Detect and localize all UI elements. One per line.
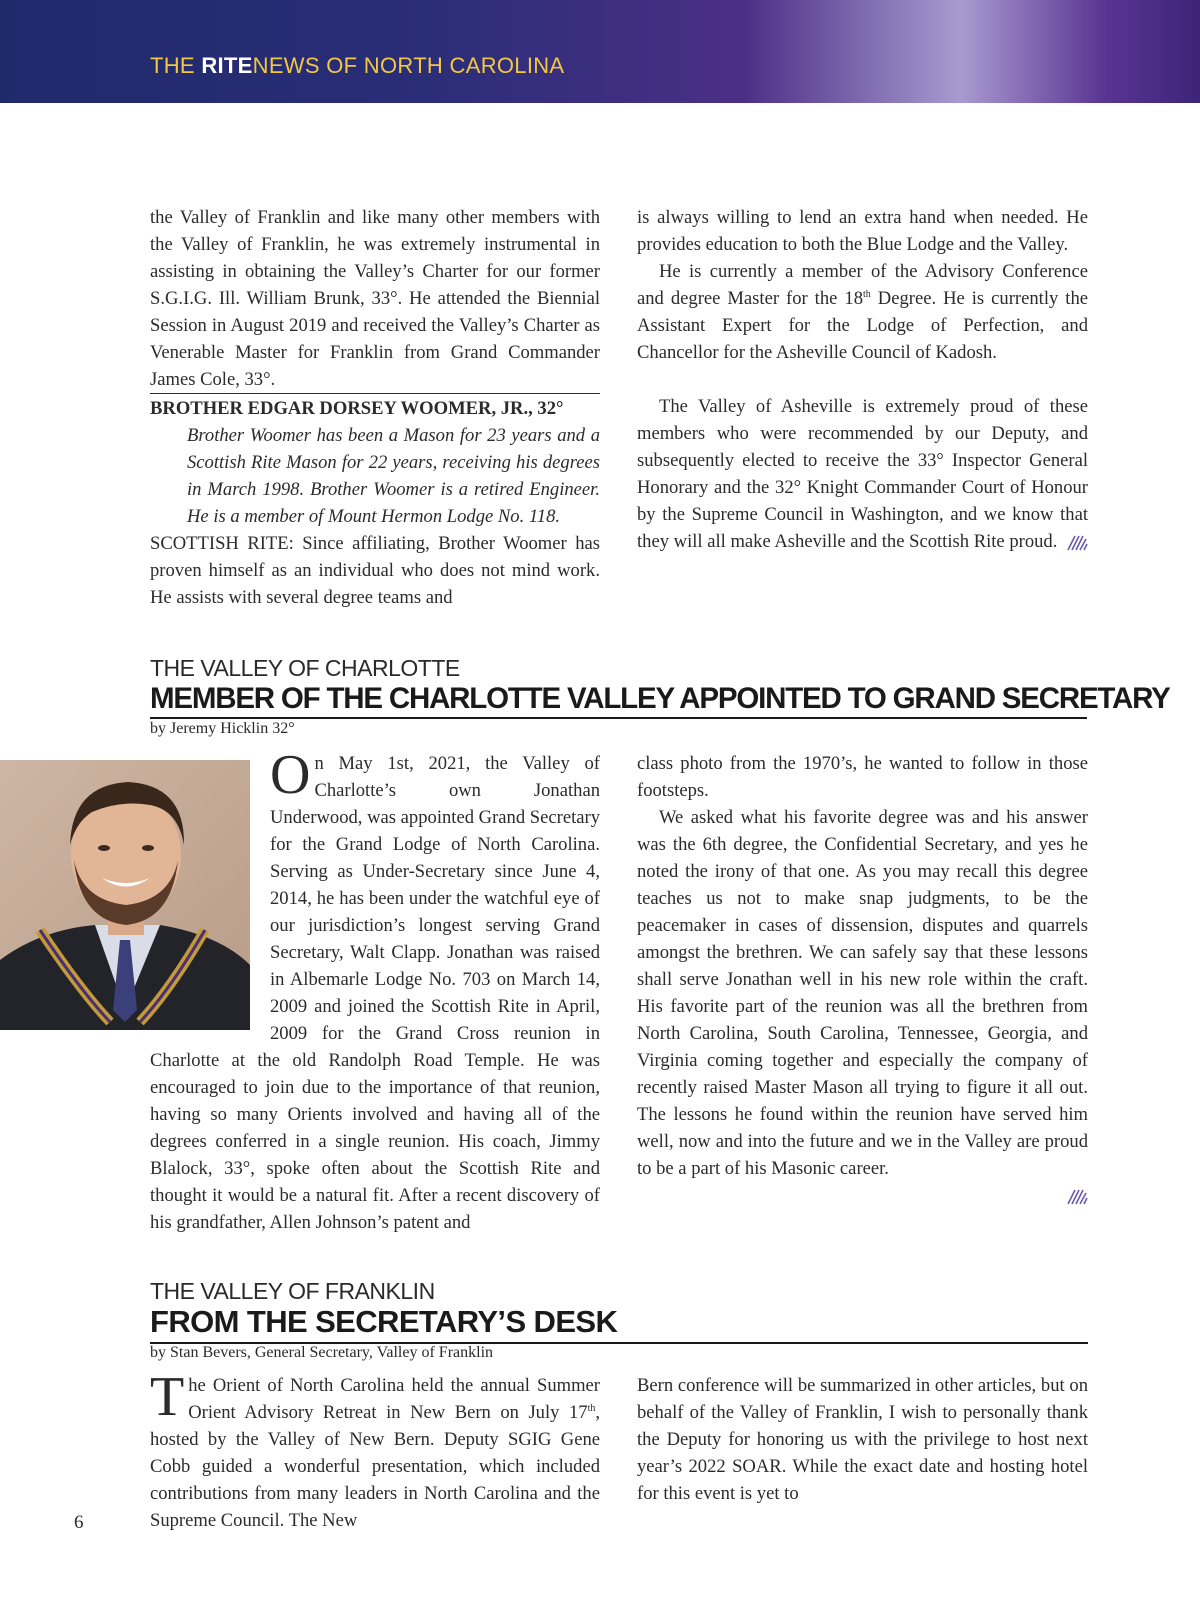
title-rest: NEWS OF NORTH CAROLINA (252, 53, 565, 78)
member-bio: Brother Woomer has been a Mason for 23 years and a Scottish Rite Mason for 22 years, receiving his degrees in March 1998. Brother Woomer is a retired Engineer. He is a member of Mount Hermon Lodge No. 118. (187, 425, 600, 527)
article2-paragraph: On May 1st, 2021, the Valley of Charlotte’s own Jonathan Underwood, was appointed Grand Secretary for the Grand Lodge of North Carolina. Serving as Under-Secretary since June 4, 2014, he has been under the watchful eye of our jurisdiction’s longest serving Grand Secretary, Walt Clapp. Jonathan was raised in Albemarle Lodge No. 703 on March 14, 2009 and joined the Scottish Rite in April, 2009 for the Grand Cross reunion in Charlotte at the old Randolph Road Temple. He was encouraged to join due to the importance of that reunion, having so many Orients involved and having all of the degrees conferred in a single reunion. His coach, Jimmy Blalock, 33°, spoke often about the Scottish Rite and thought it would be a natural fit. After a recent discovery of his grandfather, Allen Johnson’s patent and (150, 744, 600, 1233)
section-kicker: THE VALLEY OF CHARLOTTE (150, 655, 460, 681)
article-headline: FROM THE SECRETARY’S DESK (150, 1304, 1088, 1344)
publication-title (150, 53, 564, 79)
end-mark-icon (1066, 532, 1088, 552)
article1-right-column (637, 204, 1088, 555)
drop-cap: O (270, 744, 311, 806)
member-name-heading: BROTHER EDGAR DORSEY WOOMER, JR., 32° (150, 393, 600, 422)
section-kicker: THE VALLEY OF FRANKLIN (150, 1278, 435, 1304)
article1-left-column (150, 204, 600, 611)
page-number: 6 (74, 1512, 84, 1533)
article2-paragraph: We asked what his favorite degree was and his answer was the 6th degree, the Confidential Secretary, and yes he noted the irony of that one. As you may recall this degree teaches us not to make snap judgments, to be the peacemaker in cases of dissension, disputes and quarrels amongst the brethren. We can safely say that these lessons shall serve Jonathan well in his new role within the craft. His favorite part of the reunion was all the brethren from North Carolina, South Carolina, Tennessee, Georgia, and Virginia coming together and especially the company of recently raised Master Mason all trying to figure it all out. The lessons he found within the reunion have served him well, now and into the future and we in the Valley are proud to be a part of his Masonic career. (637, 807, 1088, 1179)
article1-paragraph: SCOTTISH RITE: Since affiliating, Brother Woomer has proven himself as an individual who does not mind work. He assists with several degree teams and (150, 533, 600, 608)
page-header-banner (0, 0, 1200, 103)
article2-left-column (150, 744, 600, 1236)
article1-paragraph: is always willing to lend an extra hand when needed. He provides education to both the Blue Lodge and the Valley. (637, 207, 1088, 255)
drop-cap: T (150, 1366, 185, 1428)
article3-left-column (150, 1366, 600, 1534)
article2-right-column (637, 750, 1088, 1206)
article-headline: MEMBER OF THE CHARLOTTE VALLEY APPOINTED TO GRAND SECRETARY (150, 682, 1087, 719)
title-the: THE (150, 53, 202, 78)
end-mark-icon (1066, 1186, 1088, 1206)
article-byline: by Jeremy Hicklin 32° (150, 720, 295, 737)
title-rite: RITE (201, 53, 253, 78)
article2-paragraph: class photo from the 1970’s, he wanted to follow in those footsteps. (637, 753, 1088, 801)
article1-paragraph: He is currently a member of the Advisory Conference and degree Master for the 18th Degree. He is currently the Assistant Expert for the Lodge of Perfection, and Chancellor for the Asheville Council of Kadosh. (637, 261, 1088, 363)
article-byline: by Stan Bevers, General Secretary, Valley of Franklin (150, 1344, 494, 1361)
article3-right-column (637, 1372, 1088, 1507)
article3-paragraph: Bern conference will be summarized in other articles, but on behalf of the Valley of Franklin, I wish to personally thank the Deputy for honoring us with the privilege to host next year’s 2022 SOAR. While the exact date and hosting hotel for this event is yet to (637, 1375, 1088, 1504)
article3-paragraph: The Orient of North Carolina held the annual Summer Orient Advisory Retreat in New Bern on July 17th, hosted by the Valley of New Bern. Deputy SGIG Gene Cobb guided a wonderful presentation, which included contributions from many leaders in North Carolina and the Supreme Council. The New (150, 1366, 600, 1531)
article1-paragraph: The Valley of Asheville is extremely proud of these members who were recommended by our Deputy, and subsequently elected to receive the 33° Inspector General Honorary and the 32° Knight Commander Court of Honour by the Supreme Council in Washington, and we know that they will all make Asheville and the Scottish Rite proud. (637, 396, 1088, 552)
article1-paragraph: the Valley of Franklin and like many other members with the Valley of Franklin, he was extremely instrumental in assisting in obtaining the Valley’s Charter for our former S.G.I.G. Ill. William Brunk, 33°. He attended the Biennial Session in August 2019 and received the Valley’s Charter as Venerable Master for Franklin from Grand Commander James Cole, 33°. (150, 207, 600, 390)
